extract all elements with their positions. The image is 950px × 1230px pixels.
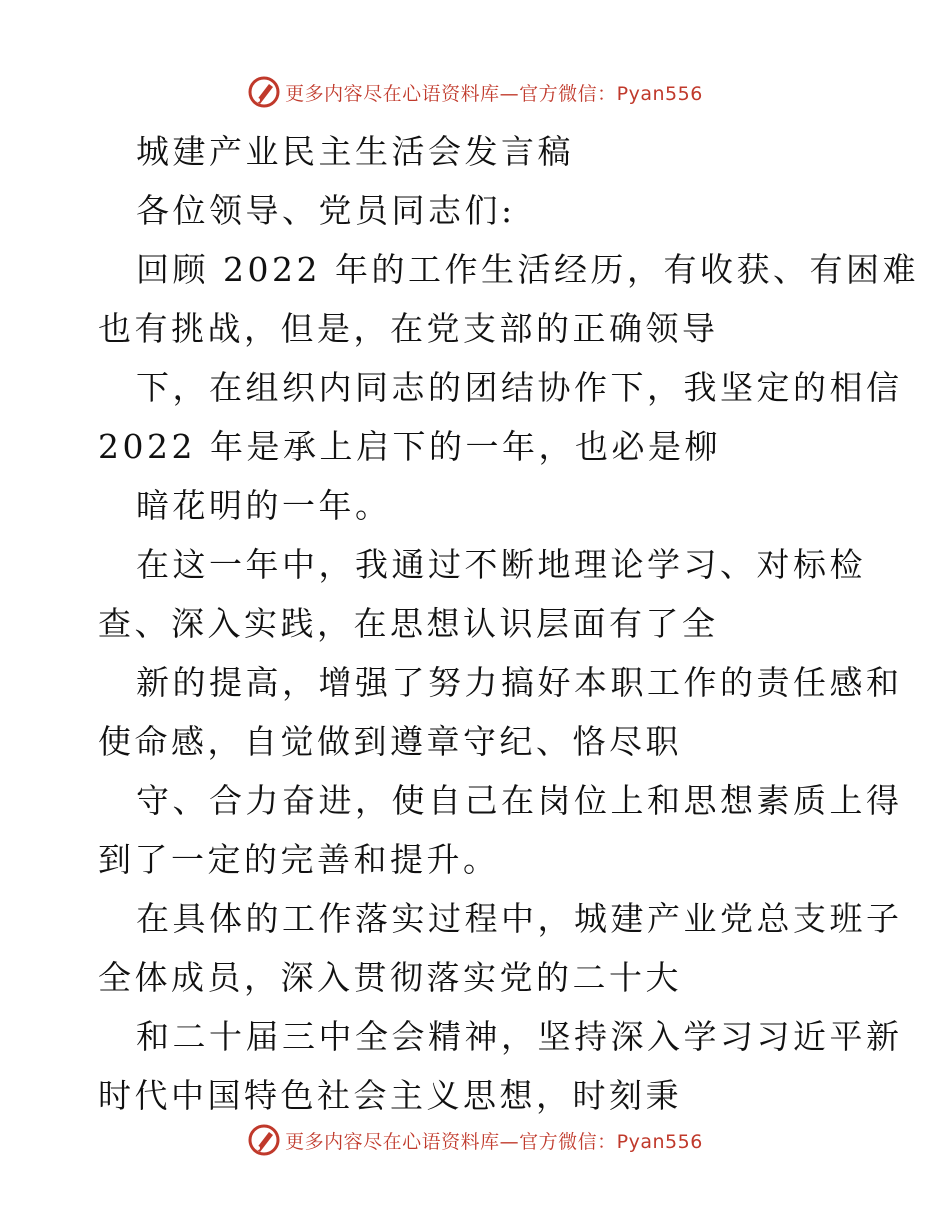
paragraph-line: 守、合力奋进，使自己在岗位上和思想素质上得 <box>136 781 903 820</box>
watermark-text: 更多内容尽在心语资料库—官方微信：Pyan556 <box>285 82 703 105</box>
paragraph-line: 在这一年中，我通过不断地理论学习、对标检 <box>136 545 866 584</box>
paragraph-line: 时代中国特色社会主义思想，时刻秉 <box>98 1076 682 1115</box>
pen-logo-icon <box>247 1123 281 1157</box>
paragraph-line: 使命感，自觉做到遵章守纪、恪尽职 <box>98 722 682 761</box>
paragraph-line: 新的提高，增强了努力搞好本职工作的责任感和 <box>136 663 903 702</box>
paragraph-line: 和二十届三中全会精神，坚持深入学习习近平新 <box>136 1017 903 1056</box>
pen-logo-icon <box>247 75 281 109</box>
paragraph-line: 各位领导、党员同志们: <box>136 191 516 230</box>
paragraph-line: 到了一定的完善和提升。 <box>98 840 500 879</box>
document-body <box>98 122 919 1125</box>
paragraph-line: 回顾 2022 年的工作生活经历，有收获、有困难 <box>136 250 919 289</box>
watermark-text: 更多内容尽在心语资料库—官方微信：Pyan556 <box>285 1130 703 1153</box>
watermark-footer <box>0 1120 950 1160</box>
paragraph-line: 暗花明的一年。 <box>136 486 392 525</box>
paragraph-line: 全体成员，深入贯彻落实党的二十大 <box>98 958 682 997</box>
paragraph-line: 查、深入实践，在思想认识层面有了全 <box>98 604 719 643</box>
paragraph-line: 2022 年是承上启下的一年，也必是柳 <box>98 427 721 466</box>
document-title: 城建产业民主生活会发言稿 <box>136 132 574 171</box>
paragraph-line: 在具体的工作落实过程中，城建产业党总支班子 <box>136 899 903 938</box>
paragraph-line: 也有挑战，但是，在党支部的正确领导 <box>98 309 719 348</box>
watermark-header <box>0 72 950 112</box>
paragraph-line: 下，在组织内同志的团结协作下，我坚定的相信 <box>136 368 903 407</box>
